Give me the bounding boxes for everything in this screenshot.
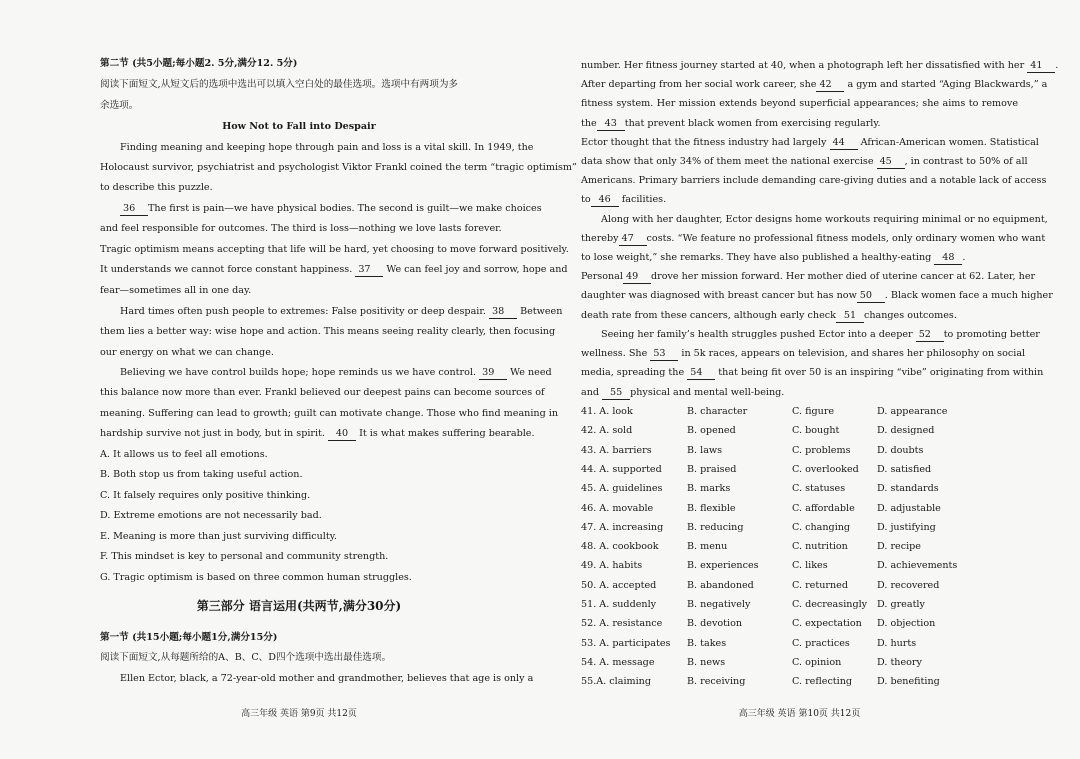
- choice-55-d[interactable]: D. benefiting: [877, 676, 940, 688]
- paragraph-text: .: [1055, 60, 1059, 71]
- choice-51-b[interactable]: B. negatively: [687, 599, 751, 610]
- choice-47-b[interactable]: B. reducing: [687, 521, 744, 533]
- choice-52-d[interactable]: D. objection: [877, 618, 936, 630]
- paragraph-text: to: [581, 194, 591, 205]
- choice-50-c[interactable]: C. returned: [792, 579, 848, 591]
- choice-46-c[interactable]: C. affordable: [792, 502, 855, 514]
- paragraph-text: Hard times often push people to extremes: False positivity or deep despair.: [120, 306, 486, 317]
- paragraph-text: It understands we cannot force constant happiness.: [100, 264, 353, 275]
- paragraph-text: the: [581, 118, 597, 129]
- option-d[interactable]: D. Extreme emotions are not necessarily bad.: [100, 510, 322, 521]
- choice-53-c[interactable]: C. practices: [792, 637, 850, 649]
- blank-55[interactable]: 55: [602, 387, 630, 400]
- paragraph-text: Between: [520, 306, 563, 317]
- blank-38[interactable]: 38: [489, 306, 517, 319]
- section-2-instructions-cont: 余选项。: [100, 100, 139, 111]
- paragraph-line: [581, 59, 1059, 73]
- paragraph-text: Believing we have control builds hope; hope reminds us we have control.: [120, 367, 477, 378]
- paragraph-line: [120, 366, 552, 380]
- passage-title: How Not to Fall into Despair: [222, 121, 376, 132]
- blank-40[interactable]: 40: [328, 428, 356, 441]
- blank-48[interactable]: 48: [934, 252, 962, 265]
- paragraph-text: changes outcomes.: [863, 310, 957, 321]
- choice-50-a[interactable]: 50. A. accepted: [581, 579, 657, 591]
- paragraph-line: and feel responsible for outcomes. The third is loss—nothing we love lasts forever.: [100, 223, 502, 234]
- page-footer: 高三年级 英语 第10页 共12页: [738, 709, 861, 719]
- blank-44[interactable]: 44: [830, 137, 858, 150]
- paragraph-text: , in contrast to 50% of all: [904, 156, 1028, 167]
- choice-46-b[interactable]: B. flexible: [687, 502, 736, 514]
- paragraph-line: [581, 289, 1053, 303]
- choice-42-d[interactable]: D. designed: [877, 425, 935, 437]
- paragraph-text: number. Her fitness journey started at 40, when a photograph left her dissatisfied with her: [581, 60, 1025, 71]
- choice-55-c[interactable]: C. reflecting: [792, 676, 853, 688]
- choice-45-c[interactable]: C. statuses: [792, 483, 846, 495]
- choice-47-c[interactable]: C. changing: [792, 521, 851, 533]
- choice-45-a[interactable]: 45. A. guidelines: [581, 483, 663, 495]
- choice-41-d[interactable]: D. appearance: [877, 406, 948, 417]
- choice-52-b[interactable]: B. devotion: [687, 618, 743, 630]
- paragraph-text: to promoting better: [943, 329, 1040, 340]
- choice-53-d[interactable]: D. hurts: [877, 637, 917, 649]
- blank-43[interactable]: 43: [597, 118, 625, 131]
- choice-51-c[interactable]: C. decreasingly: [792, 599, 868, 610]
- choice-43-d[interactable]: D. doubts: [877, 444, 924, 456]
- paragraph-line: [581, 232, 1046, 246]
- choice-49-a[interactable]: 49. A. habits: [581, 560, 643, 572]
- paragraph-text: in 5k races, appears on television, and shares her philosophy on social: [681, 348, 1026, 359]
- paragraph-line: fear—sometimes all in one day.: [100, 285, 252, 296]
- paragraph-line: [120, 305, 563, 319]
- paragraph-line: [581, 309, 957, 323]
- section-2-header: 第二节 (共5小题;每小题2. 5分,满分12. 5分): [100, 58, 298, 69]
- page-footer: 高三年级 英语 第9页 共12页: [241, 709, 357, 719]
- paragraph-line: them lies a better way: wise hope and action. This means seeing reality clearly, then focusing: [100, 326, 556, 337]
- choice-49-c[interactable]: C. likes: [792, 560, 828, 572]
- paragraph-text: We need: [510, 367, 552, 378]
- paragraph-line: fitness system. Her mission extends beyond superficial appearances; she aims to remove: [581, 98, 1018, 109]
- paragraph-line: to describe this puzzle.: [100, 182, 213, 193]
- choice-48-b[interactable]: B. menu: [687, 541, 728, 553]
- paragraph-text: African-American women. Statistical: [860, 137, 1039, 148]
- paragraph-line: meaning. Suffering can lead to growth; guilt can motivate change. Those who find meaning in: [100, 408, 559, 419]
- paragraph-line: Along with her daughter, Ector designs home workouts requiring minimal or no equipment,: [601, 214, 1048, 225]
- blank-54[interactable]: 54: [687, 367, 715, 380]
- choice-48-d[interactable]: D. recipe: [877, 541, 921, 553]
- paragraph-text: drove her mission forward. Her mother died of uterine cancer at 62. Later, her: [650, 271, 1036, 282]
- choice-42-c[interactable]: C. bought: [792, 425, 840, 437]
- section-1-instructions: 阅读下面短文,从每题所给的A、B、C、D四个选项中选出最佳选项。: [100, 652, 392, 663]
- paragraph-line: [581, 136, 1039, 150]
- paragraph-text: data show that only 34% of them meet the national exercise: [581, 156, 874, 167]
- choice-46-a[interactable]: 46. A. movable: [581, 502, 654, 514]
- choice-48-a[interactable]: 48. A. cookbook: [581, 541, 659, 553]
- choice-47-a[interactable]: 47. A. increasing: [581, 521, 664, 533]
- paragraph-line: [100, 427, 535, 441]
- blank-50[interactable]: 50: [857, 290, 885, 303]
- blank-49[interactable]: 49: [623, 271, 651, 284]
- choice-45-d[interactable]: D. standards: [877, 483, 939, 495]
- paragraph-text: that being fit over 50 is an inspiring “vibe” originating from within: [718, 367, 1044, 378]
- choice-54-c[interactable]: C. opinion: [792, 656, 842, 668]
- blank-51[interactable]: 51: [836, 310, 864, 323]
- option-a[interactable]: A. It allows us to feel all emotions.: [100, 449, 268, 460]
- choice-44-a[interactable]: 44. A. supported: [581, 463, 662, 475]
- choice-50-b[interactable]: B. abandoned: [687, 579, 754, 591]
- paragraph-line: [581, 117, 881, 131]
- paragraph-line: [581, 347, 1026, 361]
- choice-41-a[interactable]: 41. A. look: [581, 406, 633, 417]
- choice-49-d[interactable]: D. achievements: [877, 560, 958, 572]
- blank-36[interactable]: 36: [120, 203, 148, 216]
- paragraph-line: our energy on what we can change.: [100, 347, 274, 358]
- choice-44-b[interactable]: B. praised: [687, 463, 737, 475]
- choice-42-a[interactable]: 42. A. sold: [581, 425, 633, 437]
- paragraph-text: physical and mental well-being.: [630, 387, 785, 398]
- paragraph-line: [581, 386, 784, 400]
- choice-43-a[interactable]: 43. A. barriers: [581, 444, 652, 456]
- paragraph-text: a gym and started “Aging Blackwards,” a: [847, 79, 1048, 90]
- blank-52[interactable]: 52: [916, 329, 944, 342]
- choice-46-d[interactable]: D. adjustable: [877, 502, 941, 514]
- choice-48-c[interactable]: C. nutrition: [792, 541, 848, 553]
- paragraph-line: [581, 270, 1036, 284]
- paragraph-text: .: [962, 252, 966, 263]
- paragraph-text: facilities.: [621, 194, 667, 205]
- paragraph-line: [100, 263, 568, 277]
- part-3-title: 第三部分 语言运用(共两节,满分30分): [196, 599, 402, 613]
- paragraph-text: wellness. She: [581, 348, 648, 359]
- choice-43-c[interactable]: C. problems: [792, 444, 851, 456]
- option-f[interactable]: F. This mindset is key to personal and community strength.: [100, 551, 389, 562]
- option-b[interactable]: B. Both stop us from taking useful action.: [100, 469, 303, 480]
- paragraph-line: [601, 328, 1040, 342]
- paragraph-text: We can feel joy and sorrow, hope and: [386, 264, 568, 275]
- choice-53-a[interactable]: 53. A. participates: [581, 637, 671, 649]
- choice-53-b[interactable]: B. takes: [687, 637, 727, 649]
- choice-54-a[interactable]: 54. A. message: [581, 656, 655, 668]
- section-2-instructions: 阅读下面短文,从短文后的选项中选出可以填入空白处的最佳选项。选项中有两项为多: [100, 79, 459, 90]
- choice-50-d[interactable]: D. recovered: [877, 579, 940, 591]
- paragraph-text: media, spreading the: [581, 367, 685, 378]
- paragraph-line: Ellen Ector, black, a 72-year-old mother and grandmother, believes that age is only a: [120, 673, 534, 684]
- choice-52-c[interactable]: C. expectation: [792, 618, 862, 630]
- paragraph-text: Seeing her family’s health struggles pushed Ector into a deeper: [601, 329, 913, 340]
- choice-51-a[interactable]: 51. A. suddenly: [581, 599, 657, 610]
- choice-52-a[interactable]: 52. A. resistance: [581, 618, 663, 630]
- paragraph-text: After departing from her social work career, she: [581, 79, 817, 90]
- choice-42-b[interactable]: B. opened: [687, 425, 736, 437]
- exam-page-10: [540, 0, 1080, 759]
- choice-43-b[interactable]: B. laws: [687, 444, 723, 456]
- option-e[interactable]: E. Meaning is more than just surviving difficulty.: [100, 531, 337, 542]
- paragraph-line: [581, 251, 965, 265]
- choice-45-b[interactable]: B. marks: [687, 483, 731, 495]
- paragraph-text: hardship survive not just in body, but in spirit.: [100, 428, 325, 439]
- paragraph-text: The first is pain—we have physical bodies. The second is guilt—we make choices: [148, 203, 542, 214]
- choice-55-b[interactable]: B. receiving: [687, 676, 746, 688]
- choice-41-b[interactable]: B. character: [687, 406, 748, 417]
- blank-42[interactable]: 42: [816, 79, 844, 92]
- paragraph-text: death rate from these cancers, although early check: [581, 310, 836, 321]
- paragraph-line: [581, 155, 1028, 169]
- paragraph-text: and: [581, 387, 600, 398]
- choice-41-c[interactable]: C. figure: [792, 406, 835, 417]
- paragraph-line: Holocaust survivor, psychiatrist and psychologist Viktor Frankl coined the term “tragic optimism”: [100, 162, 577, 173]
- paragraph-text: Personal: [581, 271, 623, 282]
- blank-39[interactable]: 39: [479, 367, 507, 380]
- paragraph-text: costs. “We feature no professional fitness models, only ordinary women who want: [646, 233, 1046, 244]
- paragraph-text: to lose weight,” she remarks. They have also published a healthy-eating: [581, 252, 932, 263]
- paragraph-line: Tragic optimism means accepting that life will be hard, yet choosing to move forward positively.: [100, 244, 569, 255]
- paragraph-text: . Black women face a much higher: [884, 290, 1053, 301]
- paragraph-line: this balance now more than ever. Frankl believed our deepest pains can become sources of: [100, 387, 545, 398]
- blank-46[interactable]: 46: [591, 194, 619, 207]
- choice-55-a[interactable]: 55.A. claiming: [581, 676, 651, 688]
- paragraph-text: Ector thought that the fitness industry had largely: [581, 137, 827, 148]
- paragraph-line: [581, 193, 666, 207]
- choice-54-d[interactable]: D. theory: [877, 656, 922, 668]
- paragraph-text: thereby: [581, 233, 619, 244]
- paragraph-text: daughter was diagnosed with breast cancer but has now: [581, 290, 857, 301]
- paragraph-line: [581, 78, 1048, 92]
- choice-44-d[interactable]: D. satisfied: [877, 463, 932, 475]
- blank-37[interactable]: 37: [355, 264, 383, 277]
- choice-51-d[interactable]: D. greatly: [877, 599, 925, 610]
- paragraph-line: [581, 366, 1044, 380]
- paragraph-text: It is what makes suffering bearable.: [359, 428, 535, 439]
- paragraph-line: [120, 202, 542, 216]
- choice-49-b[interactable]: B. experiences: [687, 560, 759, 572]
- blank-47[interactable]: 47: [619, 233, 647, 246]
- blank-45[interactable]: 45: [877, 156, 905, 169]
- section-1-header: 第一节 (共15小题;每小题1分,满分15分): [100, 632, 278, 643]
- choice-44-c[interactable]: C. overlooked: [792, 463, 859, 475]
- blank-53[interactable]: 53: [650, 348, 678, 361]
- choice-47-d[interactable]: D. justifying: [877, 521, 936, 533]
- option-c[interactable]: C. It falsely requires only positive thinking.: [100, 490, 311, 501]
- paragraph-text: that prevent black women from exercising regularly.: [624, 118, 881, 129]
- paragraph-line: Finding meaning and keeping hope through pain and loss is a vital skill. In 1949, the: [120, 142, 534, 153]
- blank-41[interactable]: 41: [1027, 60, 1055, 73]
- option-g[interactable]: G. Tragic optimism is based on three common human struggles.: [100, 572, 412, 583]
- paragraph-line: Americans. Primary barriers include demanding care-giving duties and a notable lack of access: [581, 175, 1047, 186]
- choice-54-b[interactable]: B. news: [687, 656, 726, 668]
